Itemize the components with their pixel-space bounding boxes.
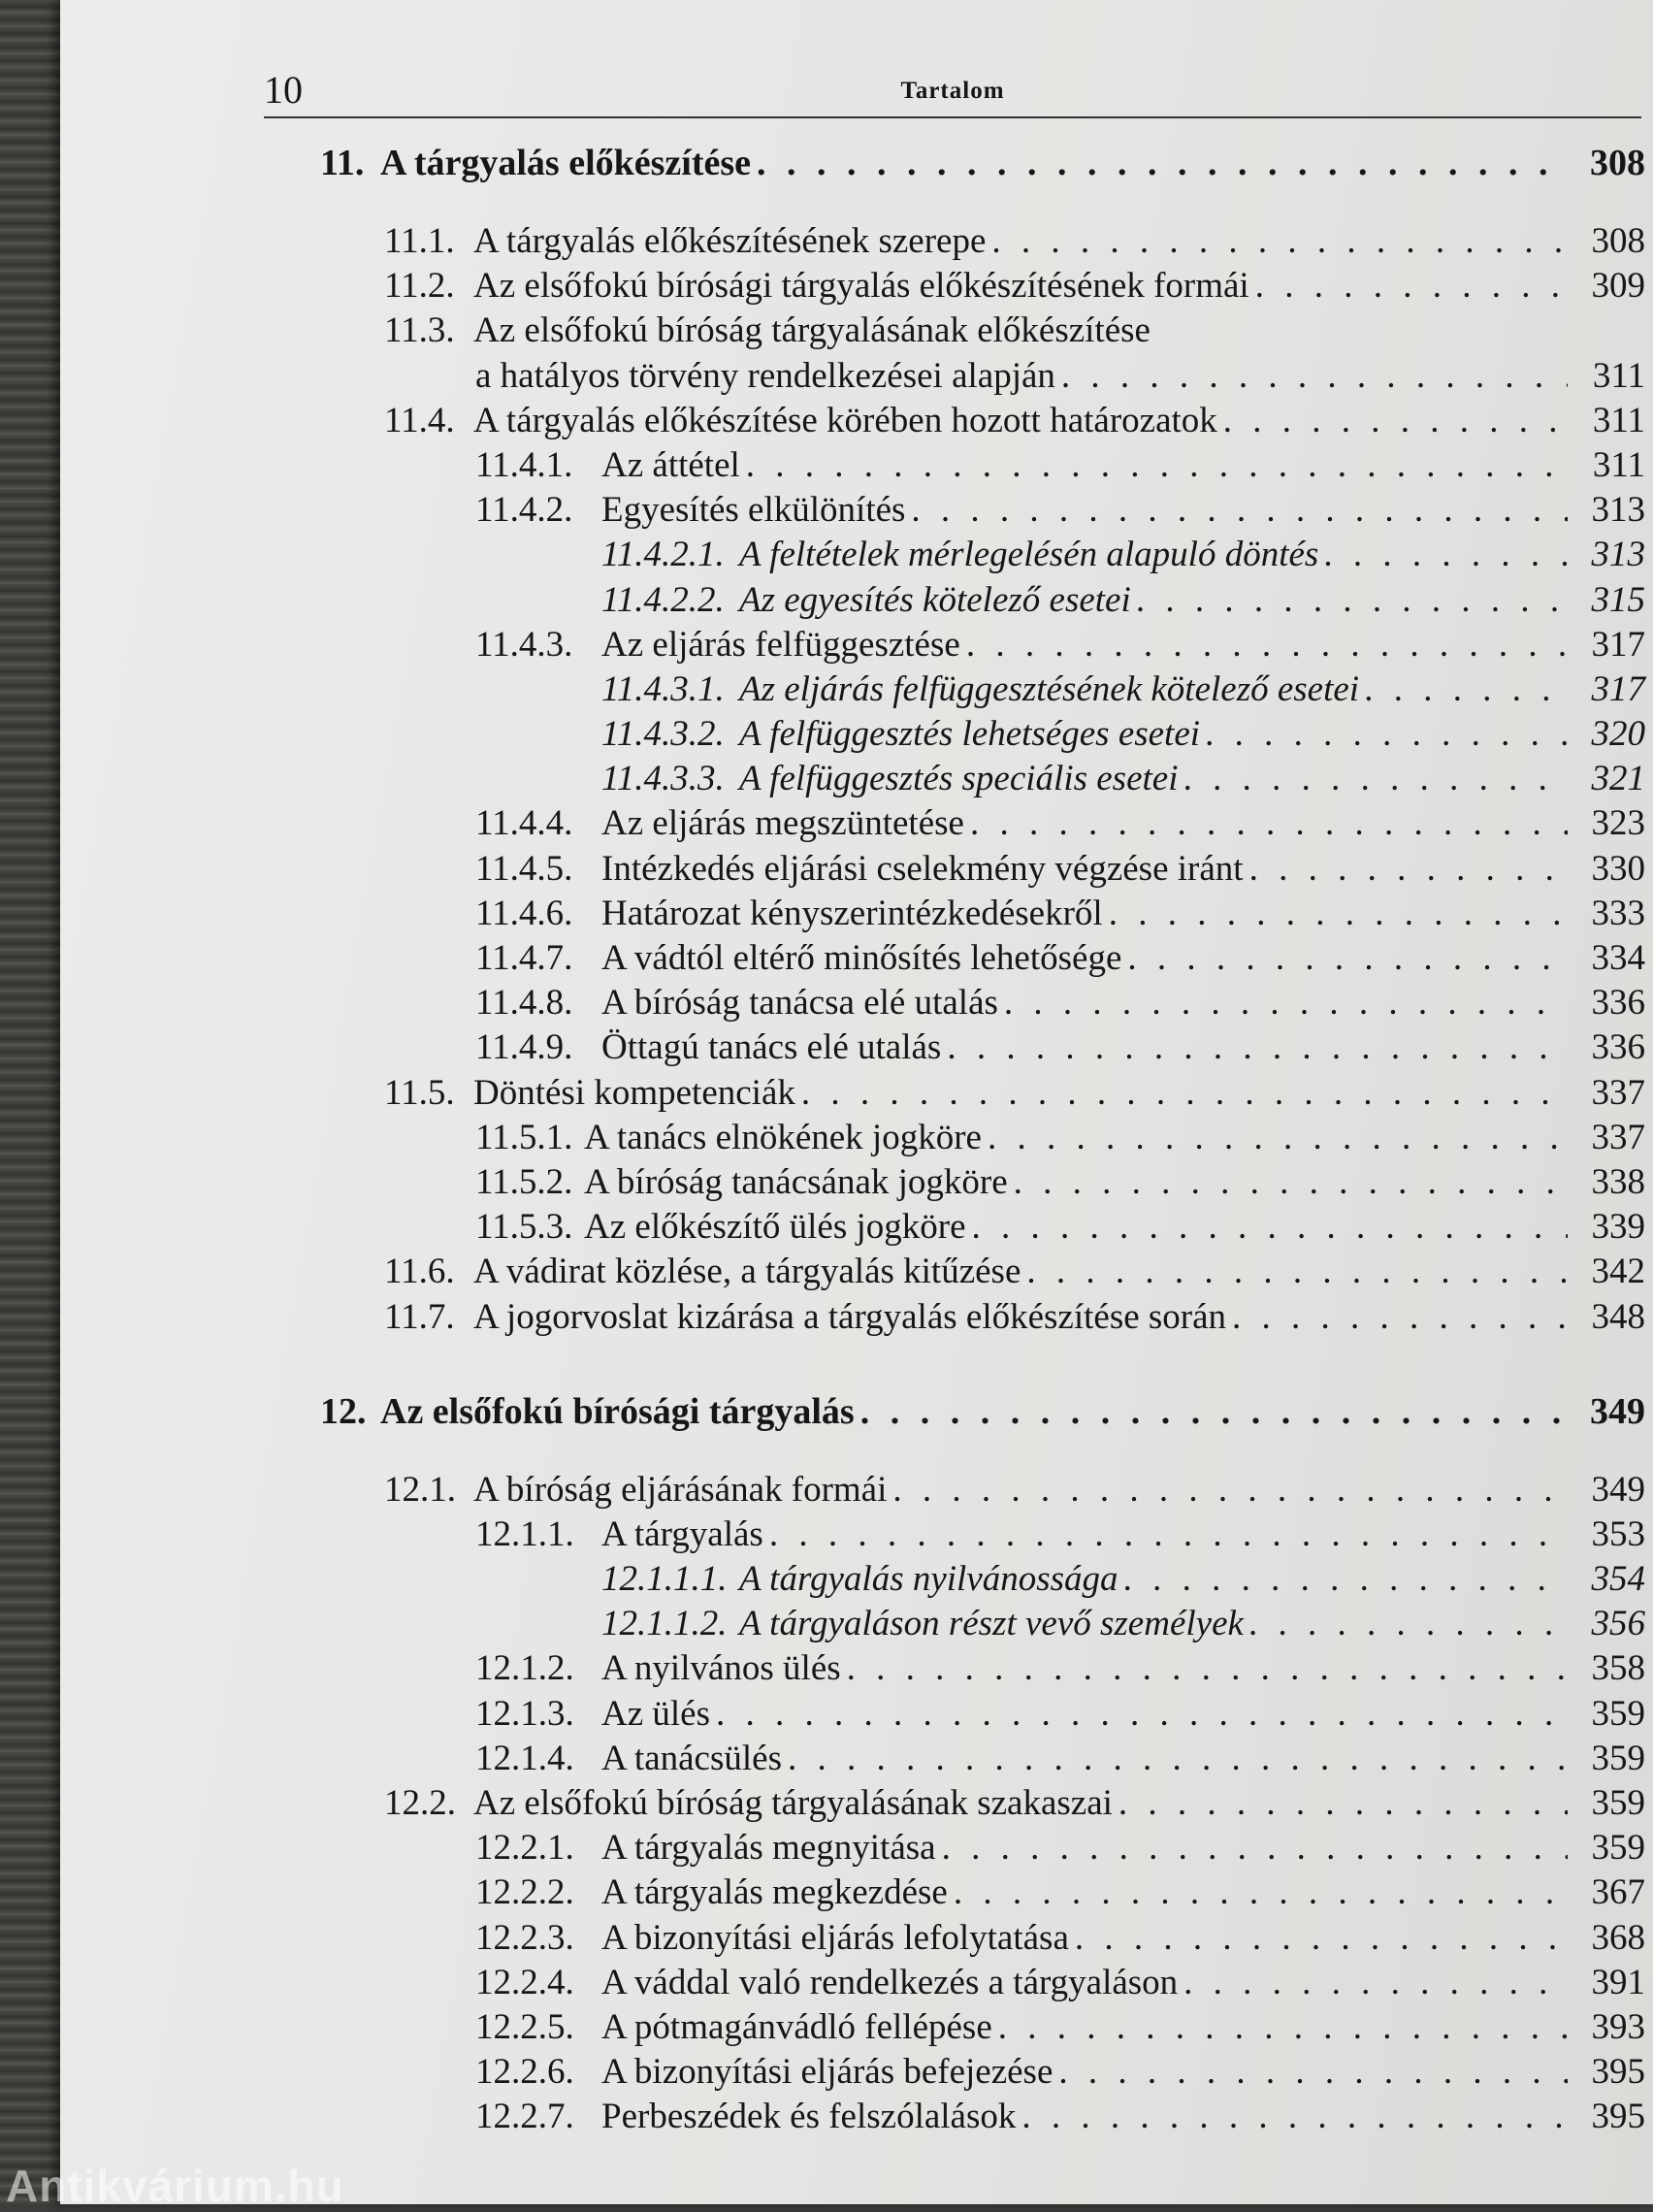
dot-leader	[1026, 1250, 1568, 1294]
dot-leader	[1249, 1602, 1568, 1646]
dot-leader	[1124, 1557, 1568, 1602]
dot-leader	[988, 1116, 1568, 1160]
dot-leader	[1004, 981, 1568, 1025]
toc-title: A tárgyalás megkezdése	[601, 1870, 948, 1915]
toc-title: Intézkedés eljárási cselekmény végzése iránt	[601, 847, 1244, 892]
toc-number: 11.4.3.2.	[601, 712, 739, 757]
toc-chapter	[320, 1382, 1645, 1441]
toc-entry	[320, 847, 1645, 892]
dot-leader	[991, 219, 1568, 264]
toc-title: Határozat kényszerintézkedésekről	[601, 892, 1103, 936]
toc-title: A jogorvoslat kizárása a tárgyalás előkészítése során	[473, 1295, 1226, 1340]
dot-leader	[1014, 1160, 1568, 1205]
toc-page-number: 349	[1577, 1468, 1645, 1513]
toc-page-number: 315	[1577, 578, 1645, 623]
toc-number: 12.2.5.	[475, 2005, 601, 2050]
toc-page-number: 334	[1577, 936, 1645, 981]
toc-title: Az elsőfokú bíróság tárgyalásának előkészítése	[473, 309, 1151, 353]
toc-title: Az eljárás megszüntetése	[601, 801, 964, 846]
toc-entry	[320, 309, 1645, 353]
toc-page-number: 359	[1577, 1692, 1645, 1737]
toc-page-number: 317	[1577, 667, 1645, 712]
toc-page-number: 333	[1577, 892, 1645, 936]
dot-leader	[1075, 1916, 1568, 1961]
toc-page-number: 391	[1577, 1961, 1645, 2005]
toc-title: A bizonyítási eljárás befejezése	[601, 2050, 1053, 2095]
toc-number: 11.4.	[384, 399, 473, 443]
toc-title: A tárgyaláson részt vevő személyek	[739, 1602, 1244, 1646]
toc-title: A tárgyalás előkészítése	[380, 134, 751, 192]
dot-leader	[954, 1870, 1568, 1915]
toc-number: 11.	[320, 134, 380, 192]
dot-leader	[1058, 2050, 1568, 2095]
toc-page-number: 358	[1577, 1646, 1645, 1691]
toc-title: Döntési kompetenciák	[473, 1071, 795, 1116]
toc-number: 11.4.5.	[475, 847, 601, 892]
toc-title: A felfüggesztés speciális esetei	[739, 757, 1178, 801]
toc-page-number: 311	[1577, 354, 1645, 399]
toc-number: 11.4.7.	[475, 936, 601, 981]
dot-leader	[970, 801, 1568, 846]
toc-number: 12.1.1.1.	[601, 1557, 739, 1602]
toc-page-number: 308	[1577, 219, 1645, 264]
toc-number: 11.5.1.	[475, 1116, 584, 1160]
toc-page-number: 321	[1577, 757, 1645, 801]
toc-title: A pótmagánvádló fellépése	[601, 2005, 992, 2050]
toc-entry	[320, 1646, 1645, 1691]
toc-title: A bíróság eljárásának formái	[473, 1468, 887, 1513]
toc-entry	[320, 488, 1645, 533]
toc-number: 11.6.	[384, 1250, 473, 1294]
toc-page-number: 368	[1577, 1916, 1645, 1961]
toc-entry	[320, 219, 1645, 264]
toc-page-number: 359	[1577, 1781, 1645, 1826]
toc-number: 11.4.3.1.	[601, 667, 739, 712]
toc-page-number: 337	[1577, 1071, 1645, 1116]
toc-page-number: 317	[1577, 623, 1645, 667]
toc-title: A tárgyalás előkészítésének szerepe	[473, 219, 986, 264]
toc-entry	[320, 1205, 1645, 1250]
dot-leader	[860, 1382, 1568, 1441]
toc-page-number: 337	[1577, 1116, 1645, 1160]
toc-page-number: 313	[1577, 488, 1645, 533]
toc-number: 12.1.4.	[475, 1737, 601, 1781]
dot-leader	[746, 443, 1568, 488]
toc-number: 12.1.1.	[475, 1513, 601, 1557]
dot-leader	[1365, 667, 1568, 712]
toc-entry	[320, 936, 1645, 981]
toc-entry	[320, 264, 1645, 309]
toc-page-number: 311	[1577, 443, 1645, 488]
toc-entry	[320, 2050, 1645, 2095]
toc-page-number: 339	[1577, 1205, 1645, 1250]
toc-entry	[320, 1692, 1645, 1737]
toc-number: 12.	[320, 1382, 380, 1441]
toc-page-number: 393	[1577, 2005, 1645, 2050]
toc-number: 12.2.2.	[475, 1870, 601, 1915]
dot-leader	[998, 2005, 1568, 2050]
toc-number: 12.2.6.	[475, 2050, 601, 2095]
toc-page-number: 367	[1577, 1870, 1645, 1915]
page-header	[264, 66, 1641, 118]
toc-title: Egyesítés elkülönítés	[601, 488, 905, 533]
toc-entry	[320, 1870, 1645, 1915]
dot-leader	[769, 1513, 1568, 1557]
toc-page-number: 359	[1577, 1826, 1645, 1870]
toc-number: 12.2.7.	[475, 2095, 601, 2139]
toc-page-number: 348	[1577, 1295, 1645, 1340]
toc-title: Az előkészítő ülés jogköre	[584, 1205, 966, 1250]
toc-page-number: 338	[1577, 1160, 1645, 1205]
book-binding-edge	[0, 0, 60, 2204]
dot-leader	[1255, 264, 1568, 309]
toc-number: 12.1.2.	[475, 1646, 601, 1691]
dot-leader	[972, 1205, 1568, 1250]
dot-leader	[966, 623, 1568, 667]
dot-leader	[1183, 1961, 1568, 2005]
toc-entry	[320, 533, 1645, 577]
toc-entry	[320, 2005, 1645, 2050]
toc-title: A bíróság tanácsának jogköre	[584, 1160, 1008, 1205]
dot-leader	[1118, 1781, 1568, 1826]
toc-entry	[320, 1295, 1645, 1340]
toc-entry	[320, 1916, 1645, 1961]
toc-entry	[320, 892, 1645, 936]
toc-page-number: 354	[1577, 1557, 1645, 1602]
toc-number: 11.1.	[384, 219, 473, 264]
toc-entry	[320, 1116, 1645, 1160]
toc-number: 11.2.	[384, 264, 473, 309]
toc-number: 12.2.	[384, 1781, 473, 1826]
toc-title: A vádirat közlése, a tárgyalás kitűzése	[473, 1250, 1021, 1294]
toc-title: Az elsőfokú bíróság tárgyalásának szakaszai	[473, 1781, 1113, 1826]
toc-page-number: 323	[1577, 801, 1645, 846]
toc-title: Az áttétel	[601, 443, 740, 488]
toc-number: 11.4.2.	[475, 488, 601, 533]
dot-leader	[892, 1468, 1568, 1513]
toc-entry	[320, 712, 1645, 757]
watermark: Antikvárium.hu	[6, 2160, 344, 2212]
dot-leader	[911, 488, 1568, 533]
toc-entry	[320, 1513, 1645, 1557]
toc-number: 12.2.1.	[475, 1826, 601, 1870]
toc-title: Az elsőfokú bírósági tárgyalás előkészítésének formái	[473, 264, 1249, 309]
toc-page-number: 313	[1577, 533, 1645, 577]
toc-title: A bíróság tanácsa elé utalás	[601, 981, 998, 1025]
toc-entry	[320, 443, 1645, 488]
toc-page-number: 359	[1577, 1737, 1645, 1781]
toc-number: 11.7.	[384, 1295, 473, 1340]
toc-number: 11.4.3.	[475, 623, 601, 667]
toc-title: A bizonyítási eljárás lefolytatása	[601, 1916, 1069, 1961]
dot-leader	[716, 1692, 1568, 1737]
toc-number: 12.1.3.	[475, 1692, 601, 1737]
toc-number: 11.4.1.	[475, 443, 601, 488]
dot-leader	[1232, 1295, 1568, 1340]
dot-leader	[1109, 892, 1568, 936]
toc-number: 11.4.9.	[475, 1025, 601, 1070]
toc-entry	[320, 1250, 1645, 1294]
dot-leader	[1206, 712, 1568, 757]
dot-leader	[1021, 2095, 1568, 2139]
toc-page-number: 356	[1577, 1602, 1645, 1646]
toc-title: Az eljárás felfüggesztése	[601, 623, 960, 667]
dot-leader	[1324, 533, 1568, 577]
toc-entry	[320, 667, 1645, 712]
book-page	[60, 0, 1653, 2204]
toc-number: 11.4.2.1.	[601, 533, 739, 577]
toc-entry	[320, 1961, 1645, 2005]
toc-number: 12.2.3.	[475, 1916, 601, 1961]
toc-title: A vádtól eltérő minősítés lehetősége	[601, 936, 1121, 981]
toc-page-number: 349	[1577, 1382, 1645, 1441]
toc-entry	[320, 757, 1645, 801]
toc-number: 11.3.	[384, 309, 473, 353]
table-of-contents	[320, 134, 1645, 2140]
toc-entry	[320, 399, 1645, 443]
toc-title: A tárgyalás megnyitása	[601, 1826, 936, 1870]
toc-title: Perbeszédek és felszólalások	[601, 2095, 1016, 2139]
toc-number: 12.1.	[384, 1468, 473, 1513]
dot-leader	[847, 1646, 1568, 1691]
toc-title: A nyilvános ülés	[601, 1646, 841, 1691]
toc-title: Az ülés	[601, 1692, 710, 1737]
toc-number: 11.4.2.2.	[601, 578, 739, 623]
toc-title: A váddal való rendelkezés a tárgyaláson	[601, 1961, 1178, 2005]
dot-leader	[947, 1025, 1568, 1070]
toc-title: Az eljárás felfüggesztésének kötelező esetei	[739, 667, 1359, 712]
toc-entry	[320, 1557, 1645, 1602]
toc-number: 11.5.2.	[475, 1160, 584, 1205]
dot-leader	[1061, 354, 1568, 399]
dot-leader	[1183, 757, 1568, 801]
toc-entry	[320, 1025, 1645, 1070]
dot-leader	[757, 134, 1568, 192]
toc-number: 11.5.3.	[475, 1205, 584, 1250]
toc-title: A felfüggesztés lehetséges esetei	[739, 712, 1200, 757]
toc-page-number: 320	[1577, 712, 1645, 757]
toc-number: 11.4.8.	[475, 981, 601, 1025]
toc-title: A tárgyalás előkészítése körében hozott határozatok	[473, 399, 1217, 443]
toc-number: 12.1.1.2.	[601, 1602, 739, 1646]
toc-entry	[320, 1071, 1645, 1116]
toc-title: A tanácsülés	[601, 1737, 782, 1781]
dot-leader	[1223, 399, 1568, 443]
toc-page-number: 342	[1577, 1250, 1645, 1294]
dot-leader	[1249, 847, 1568, 892]
toc-page-number: 336	[1577, 1025, 1645, 1070]
toc-title: A tárgyalás	[601, 1513, 763, 1557]
toc-page-number: 309	[1577, 264, 1645, 309]
toc-number: 11.4.6.	[475, 892, 601, 936]
dot-leader	[801, 1071, 1568, 1116]
toc-page-number: 353	[1577, 1513, 1645, 1557]
dot-leader	[788, 1737, 1568, 1781]
toc-entry	[320, 1468, 1645, 1513]
toc-title: Az elsőfokú bírósági tárgyalás	[380, 1382, 855, 1441]
running-head: Tartalom	[264, 78, 1641, 105]
toc-entry	[320, 623, 1645, 667]
toc-entry	[320, 1826, 1645, 1870]
toc-page-number: 395	[1577, 2095, 1645, 2139]
toc-title: A tanács elnökének jogköre	[584, 1116, 982, 1160]
toc-page-number: 311	[1577, 399, 1645, 443]
toc-chapter	[320, 134, 1645, 192]
toc-title: Öttagú tanács elé utalás	[601, 1025, 941, 1070]
toc-page-number: 395	[1577, 2050, 1645, 2095]
toc-title: A feltételek mérlegelésén alapuló döntés	[739, 533, 1318, 577]
dot-leader	[1127, 936, 1568, 981]
toc-entry	[320, 2095, 1645, 2139]
toc-page-number: 330	[1577, 847, 1645, 892]
toc-entry	[320, 801, 1645, 846]
toc-entry	[320, 1737, 1645, 1781]
toc-entry	[320, 1781, 1645, 1826]
toc-number: 12.2.4.	[475, 1961, 601, 2005]
dot-leader	[942, 1826, 1568, 1870]
toc-title: a hatályos törvény rendelkezései alapján	[475, 354, 1055, 399]
toc-number: 11.4.4.	[475, 801, 601, 846]
toc-entry	[320, 1160, 1645, 1205]
toc-page-number: 308	[1577, 134, 1645, 192]
page-number: 10	[264, 67, 303, 113]
toc-entry	[320, 578, 1645, 623]
toc-entry	[320, 1602, 1645, 1646]
toc-page-number: 336	[1577, 981, 1645, 1025]
toc-title: A tárgyalás nyilvánossága	[739, 1557, 1118, 1602]
dot-leader	[1137, 578, 1568, 623]
toc-entry	[320, 354, 1645, 399]
toc-entry	[320, 981, 1645, 1025]
toc-title: Az egyesítés kötelező esetei	[739, 578, 1131, 623]
toc-number: 11.4.3.3.	[601, 757, 739, 801]
toc-number: 11.5.	[384, 1071, 473, 1116]
